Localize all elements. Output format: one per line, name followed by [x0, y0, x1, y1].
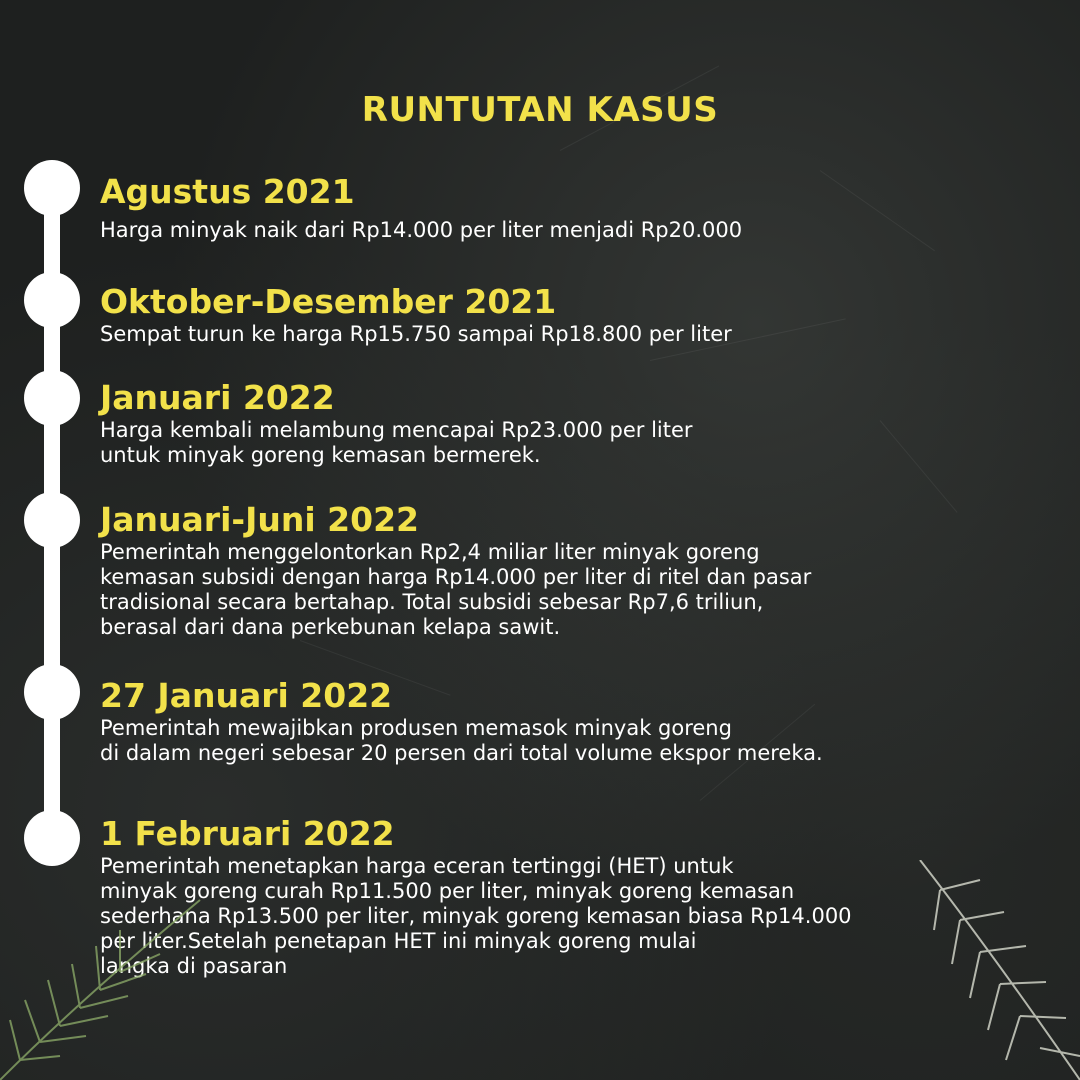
timeline-event [100, 676, 823, 766]
palm-leaf-left-icon [0, 880, 220, 1080]
timeline-dot [24, 492, 80, 548]
event-date: Agustus 2021 [100, 172, 355, 211]
event-date: Januari 2022 [100, 378, 335, 417]
timeline-event [100, 282, 732, 347]
timeline-dot [24, 272, 80, 328]
palm-leaf-right-icon [900, 860, 1080, 1080]
event-date: 1 Februari 2022 [100, 814, 395, 853]
event-description: Sempat turun ke harga Rp15.750 sampai Rp18.800 per liter [100, 322, 732, 346]
timeline-event [100, 378, 693, 468]
event-date: Januari-Juni 2022 [100, 500, 419, 539]
event-description: Pemerintah mewajibkan produsen memasok minyak goreng di dalam negeri sebesar 20 persen dari total volume ekspor mereka. [100, 716, 823, 765]
event-description: Harga kembali melambung mencapai Rp23.000 per liter untuk minyak goreng kemasan bermerek. [100, 418, 693, 467]
timeline-dot [24, 370, 80, 426]
timeline-event [100, 172, 742, 243]
event-description: Pemerintah menggelontorkan Rp2,4 miliar liter minyak goreng kemasan subsidi dengan harga Rp14.000 per liter di ritel dan pasar tradisional secara bertahap. Total subsidi sebesar Rp7,6 triliun, berasal dari dana perkebunan kelapa sawit. [100, 540, 812, 639]
event-description: Pemerintah menetapkan harga eceran tertinggi (HET) untuk minyak goreng curah Rp11.500 per liter, minyak goreng kemasan sederhana Rp13.500 per liter, minyak goreng kemasan biasa Rp14.000 per liter.Setelah penetapan HET ini minyak goreng mulai langka di pasaran [100, 854, 852, 978]
event-date: 27 Januari 2022 [100, 676, 393, 715]
scratch [820, 170, 935, 251]
scratch [880, 420, 958, 513]
timeline-dot [24, 664, 80, 720]
timeline-event [100, 500, 811, 640]
event-date: Oktober-Desember 2021 [100, 282, 557, 321]
page-title: RUNTUTAN KASUS [361, 90, 719, 130]
timeline-dot [24, 810, 80, 866]
timeline-dot [24, 160, 80, 216]
event-description: Harga minyak naik dari Rp14.000 per liter menjadi Rp20.000 [100, 218, 743, 242]
